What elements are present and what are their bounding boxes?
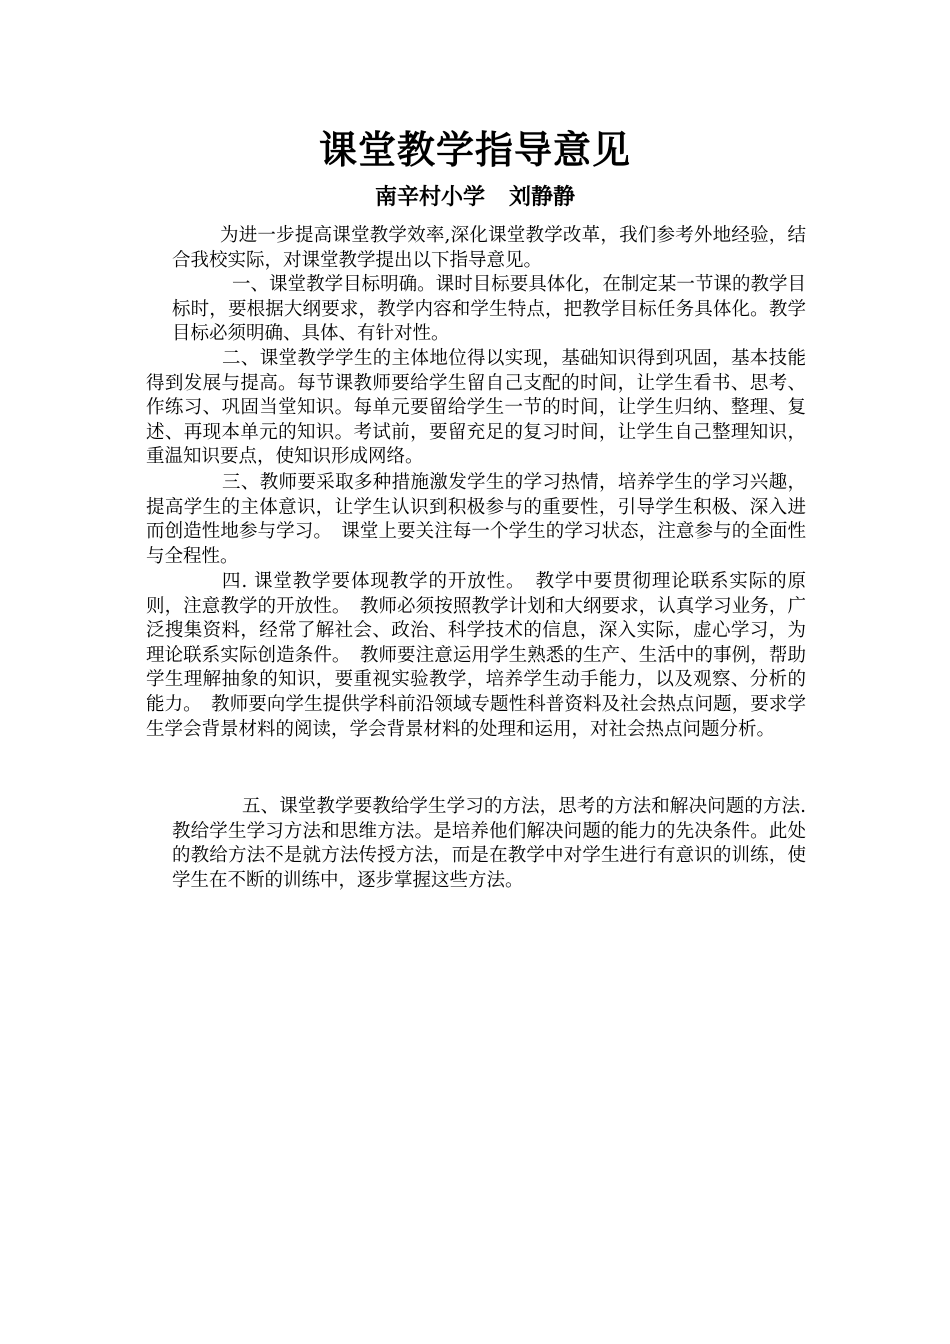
paragraph-section-3: 三、教师要采取多种措施激发学生的学习热情，培养学生的学习兴趣，提高学生的主体意识，让学生认识到积极参与的重要性，引导学生积极、深入进而创造性地参与学习。 课堂上要关注每一个学生的学习状态，注意参与的全面性与全程性。	[146, 472, 806, 567]
author-line	[0, 183, 950, 213]
author-school: 南辛村小学	[374, 185, 485, 210]
paragraph-section-4: 四. 课堂教学要体现教学的开放性。 教学中要贯彻理论联系实际的原则，注意教学的开放性。 教师必须按照教学计划和大纲要求，认真学习业务，广泛搜集资料，经常了解社会、政治、科学技术的信息，深入实际，虚心学习，为理论联系实际创造条件。 教师要注意运用学生熟悉的生产、生活中的事例，帮助学生理解抽象的知识，要重视实验教学，培养学生动手能力，以及观察、分析的能力。 教师要向学生提供学科前沿领域专题性科普资料及社会热点问题，要求学生学会背景材料的阅读，学会背景材料的处理和运用，对社会热点问题分析。	[146, 571, 806, 740]
paragraph-section-2: 二、课堂教学学生的主体地位得以实现，基础知识得到巩固，基本技能得到发展与提高。每节课教师要给学生留自己支配的时间，让学生看书、思考、作练习、巩固当堂知识。每单元要留给学生一节的时间，让学生归纳、整理、复述、再现本单元的知识。考试前，要留充足的复习时间，让学生自己整理知识，重温知识要点，使知识形成网络。	[146, 348, 806, 468]
paragraph-intro: 为进一步提高课堂教学效率,深化课堂教学改革，我们参考外地经验，结合我校实际，对课堂教学提出以下指导意见。	[172, 225, 806, 271]
paragraph-section-5: 五、课堂教学要教给学生学习的方法，思考的方法和解决问题的方法. 教给学生学习方法和思维方法。是培养他们解决问题的能力的先决条件。此处的教给方法不是就方法传授方法，而是在教学中对学生进行有意识的训练，使学生在不断的训练中，逐步掌握这些方法。	[172, 796, 806, 891]
paragraph-section-1: 一、课堂教学目标明确。课时目标要具体化，在制定某一节课的教学目标时，要根据大纲要求，教学内容和学生特点，把教学目标任务具体化。教学目标必须明确、具体、有针对性。	[172, 274, 806, 345]
author-name: 刘静静	[509, 185, 576, 210]
document-title: 课堂教学指导意见	[318, 128, 631, 172]
